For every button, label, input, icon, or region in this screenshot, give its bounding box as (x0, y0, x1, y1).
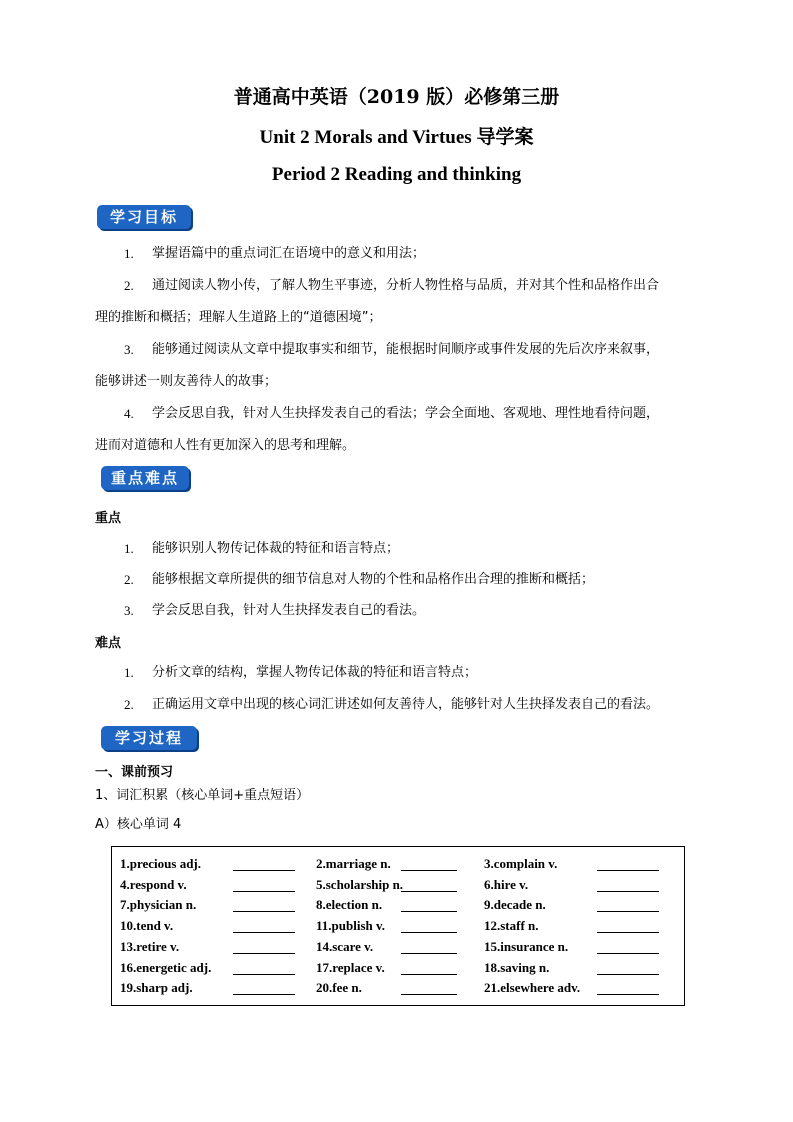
answer-blank[interactable] (597, 974, 659, 975)
section-heading: 一、课前预习 (95, 765, 174, 780)
vocab-word: 15.insurance n. (484, 938, 569, 954)
answer-blank[interactable] (233, 953, 295, 954)
vocab-word: 21.elsewhere adv. (484, 980, 581, 996)
vocab-word: 11.publish v. (316, 918, 386, 934)
key-text: 能够识别人物传记体裁的特征和语言特点； (152, 541, 400, 556)
vocab-word: 12.staff n. (484, 918, 539, 934)
subsection-heading: 1、词汇积累（核心单词+重点短语） (95, 788, 310, 803)
difficult-text: 分析文章的结构，掌握人物传记体裁的特征和语言特点； (152, 665, 478, 680)
process-badge: 学习过程 (101, 726, 197, 750)
answer-blank[interactable] (233, 932, 295, 933)
vocab-word: 13.retire v. (120, 938, 180, 954)
vocab-word: 1.precious adj. (120, 856, 202, 871)
objective-text: 能够通过阅读从文章中提取事实和细节，能根据时间顺序或事件发展的先后次序来叙事， (152, 342, 660, 357)
key-points-badge: 重点难点 (101, 466, 189, 490)
objective-number: 1. (124, 246, 134, 261)
objective-text: 掌握语篇中的重点词汇在语境中的意义和用法； (152, 246, 426, 261)
answer-blank[interactable] (597, 870, 659, 871)
vocab-word: 5.scholarship n. (316, 876, 404, 892)
answer-blank[interactable] (233, 994, 295, 995)
answer-blank[interactable] (233, 911, 295, 912)
key-number: 3. (124, 603, 134, 618)
answer-blank[interactable] (401, 932, 457, 933)
unit-title: Unit 2 Morals and Virtues 导学案 (259, 127, 534, 148)
key-text: 能够根据文章所提供的细节信息对人物的个性和品格作出合理的推断和概括； (152, 572, 595, 587)
vocab-word: 9.decade n. (484, 897, 546, 913)
answer-blank[interactable] (597, 891, 659, 892)
vocab-word: 18.saving n. (484, 959, 550, 975)
answer-blank[interactable] (597, 994, 659, 995)
answer-blank[interactable] (233, 974, 295, 975)
answer-blank[interactable] (401, 994, 457, 995)
vocab-word: 8.election n. (316, 897, 383, 913)
key-number: 1. (124, 541, 134, 556)
vocab-word: 7.physician n. (120, 897, 197, 913)
objective-number: 3. (124, 342, 134, 357)
vocab-word: 16.energetic adj. (120, 959, 212, 975)
answer-blank[interactable] (401, 974, 457, 975)
objective-number: 4. (124, 406, 134, 421)
difficult-text: 正确运用文章中出现的核心词汇讲述如何友善待人，能够针对人生抉择发表自己的看法。 (152, 697, 660, 712)
objective-text: 理的推断和概括；理解人生道路上的“道德困境”； (95, 310, 382, 325)
objective-number: 2. (124, 278, 134, 293)
answer-blank[interactable] (597, 932, 659, 933)
vocab-word: 19.sharp adj. (120, 980, 193, 996)
objective-text: 能够讲述一则友善待人的故事； (95, 374, 278, 389)
answer-blank[interactable] (597, 953, 659, 954)
doc-title: 普通高中英语（2019 版）必修第三册 (233, 86, 560, 108)
difficult-number: 1. (124, 665, 134, 680)
key-number: 2. (124, 572, 134, 587)
answer-blank[interactable] (401, 953, 457, 954)
vocab-word: 6.hire v. (484, 876, 529, 892)
vocab-word: 10.tend v. (120, 918, 174, 934)
objective-text: 进而对道德和人性有更加深入的思考和理解。 (95, 438, 356, 453)
vocab-word: 17.replace v. (316, 959, 385, 975)
answer-blank[interactable] (401, 911, 457, 912)
vocab-word: 2.marriage n. (316, 856, 391, 871)
difficult-label: 难点 (95, 636, 122, 651)
key-label: 重点 (95, 511, 122, 526)
vocab-table (111, 846, 685, 1006)
vocab-word: 4.respond v. (120, 876, 187, 892)
objective-text: 学会反思自我，针对人生抉择发表自己的看法；学会全面地、客观地、理性地看待问题， (152, 406, 660, 421)
answer-blank[interactable] (401, 891, 457, 892)
subsection-heading: A）核心单词 4 (95, 817, 182, 832)
period-title: Period 2 Reading and thinking (271, 164, 522, 185)
objectives-badge: 学习目标 (97, 205, 191, 229)
difficult-number: 2. (124, 697, 134, 712)
answer-blank[interactable] (233, 870, 295, 871)
answer-blank[interactable] (233, 891, 295, 892)
vocab-word: 14.scare v. (316, 938, 374, 954)
answer-blank[interactable] (597, 911, 659, 912)
answer-blank[interactable] (401, 870, 457, 871)
vocab-word: 20.fee n. (316, 980, 362, 996)
key-text: 学会反思自我，针对人生抉择发表自己的看法。 (152, 603, 426, 618)
objective-text: 通过阅读人物小传，了解人物生平事迹，分析人物性格与品质，并对其个性和品格作出合 (152, 278, 660, 293)
vocab-word: 3.complain v. (484, 856, 558, 871)
